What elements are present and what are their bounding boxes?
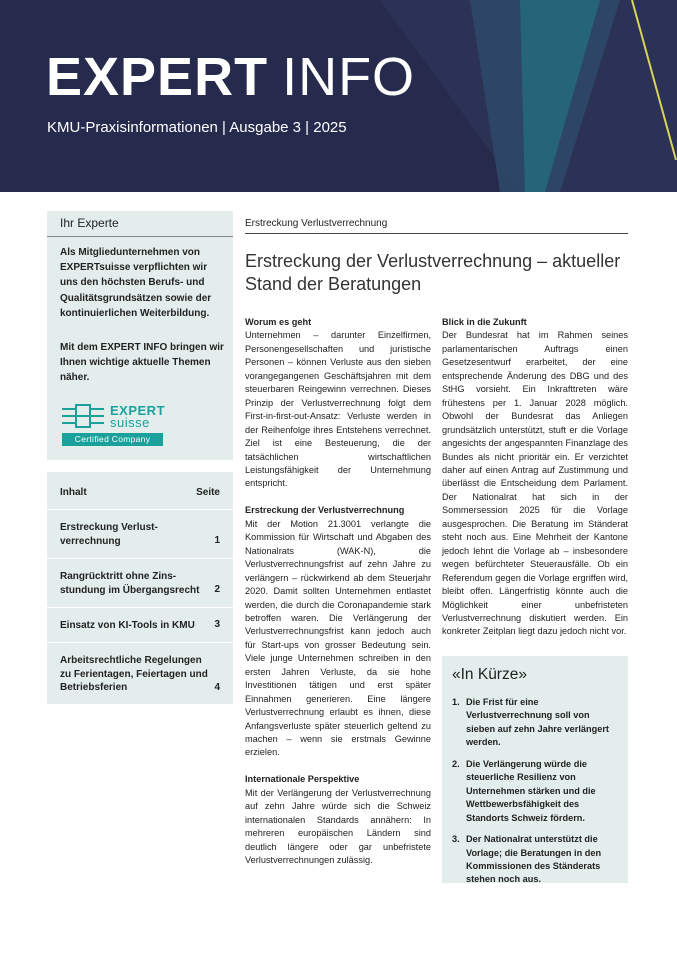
toc-divider [47, 642, 233, 643]
toc-item-page: 1 [214, 535, 220, 546]
masthead-light: INFO [282, 47, 416, 107]
toc-item[interactable]: Einsatz von KI-Tools in KMU [60, 620, 195, 631]
summary-item [452, 696, 617, 750]
logo-word-expert: EXPERT [110, 403, 166, 418]
summary-item-number: 3. [452, 834, 460, 845]
expert-box-divider [47, 236, 233, 237]
article-column-1 [245, 316, 431, 868]
summary-item-text: Die Frist für eine Verlustverrechnung soll von sieben auf zehn Jahre verlängert werden. [466, 697, 609, 748]
summary-item-text: Der Nationalrat unterstützt die Vorlage; die Beratungen in den Kommissionen des Ständerats stehen noch aus. [466, 834, 602, 885]
section-heading: Worum es geht [245, 317, 312, 327]
expert-box-text-1: Als Mitgliedunternehmen von EXPERTsuisse verpflichten wir uns den höchsten Berufs- und Qualitätsgrundsätzen sowie der kontinuierlichen Weiterbildung. [60, 247, 212, 319]
summary-item-number: 1. [452, 697, 460, 707]
section-heading: Internationale Perspektive [245, 774, 360, 785]
toc-item-page: 4 [214, 682, 220, 693]
header-banner [0, 0, 677, 192]
table-of-contents [47, 472, 233, 704]
toc-item-page: 2 [214, 584, 220, 595]
toc-item-page: 3 [214, 619, 220, 630]
summary-item [452, 758, 617, 825]
summary-list [452, 696, 617, 895]
toc-divider [47, 558, 233, 559]
article-kicker: Erstreckung Verlustverrechnung [245, 218, 388, 229]
summary-title: «In Kürze» [452, 666, 527, 683]
certified-badge: Certified Company [62, 433, 163, 446]
toc-divider [47, 509, 233, 510]
summary-item-number: 2. [452, 758, 460, 769]
expertsuisse-mark-icon [60, 403, 106, 429]
section-heading: Erstreckung der Verlustverrechnung [245, 505, 405, 516]
toc-item[interactable]: Rangrücktritt ohne Zins-stundung im Übergangsrecht [60, 571, 200, 596]
toc-divider [47, 607, 233, 608]
expert-box-text-2: Mit dem EXPERT INFO bringen wir Ihnen wichtige aktuelle Themen näher. [60, 342, 224, 384]
masthead-title [46, 47, 415, 107]
article-title: Erstreckung der Verlustverrechnung – aktueller Stand der Beratungen [245, 251, 621, 294]
summary-item-text: Die Verlängerung würde die steuerliche Resilienz von Unternehmen stärken und die Wettbewerbsfähigkeit des Standorts Schweiz fördern. [466, 758, 596, 823]
expertsuisse-logo [60, 403, 220, 449]
section-text: Mit der Motion 21.3001 verlangte die Kommission für Wirtschaft und Abgaben des Nationalrats (WAK-N), die Verlustverrechnungsfrist auf zehn Jahre zu verlängern – rückwirkend ab dem Steuerjahr 2020. Damit sollten Unternehmen entlastet werden, die durch die Coronapandemie stark betroffen waren. Die Verlängerung der Verlustverrechnungsfrist kann jedoch auch für Start-ups von grosser Bedeutung sein. Viele junge Unternehmen schreiben in den ersten Jahren Verluste, da sie hohe Investitionen tätigen und erst später Einnahmen generieren. Eine längere Verlustverrechnung erlaubt es ihnen, diese Anfangsverluste später steuerlich geltend zu machen – wenn sie erstmals Gewinne erzielen. [245, 518, 431, 758]
toc-item[interactable]: Arbeitsrechtliche Regelungen zu Ferientagen, Feiertagen und Betriebsferien [60, 655, 208, 694]
section-text: Der Bundesrat hat im Rahmen seines parlamentarischen Auftrags einen Gesetzesentwurf erarbeitet, der eine entsprechende Änderung des DBG und des StHG vorsieht. Ein Inkrafttreten wäre frühestens per 1. Januar 2028 möglich. Obwohl der Bundesrat das Anliegen grundsätzlich unterstützt, stuft er die Vorlage angesichts der angespannten Finanzlage des Bundes als nicht prioritär ein. Er verzichtet daher auf einen Antrag auf Zustimmung und überlässt die Entscheidung dem Parlament. Der Nationalrat hat sich in der Sommersession 2025 für die Vorlage ausgesprochen. Die Beratung im Ständerat steht noch aus. Eine Mehrheit der Kantone jedoch lehnt die Vorlage ab – insbesondere wegen befürchteter Steuerausfälle. Ob ein Referendum gegen die Vorlage ergriffen wird, bleibt offen. Längerfristig könnte auch die Möglichkeit einer unbefristeten Verlustverrechnung diskutiert werden. Ein konkreter Zeitplan liegt dazu jedoch nicht vor. [442, 330, 628, 637]
expert-box [47, 211, 233, 460]
toc-page-heading: Seite [196, 487, 220, 498]
summary-box [442, 656, 628, 883]
toc-heading: Inhalt [60, 487, 87, 498]
kicker-divider [245, 233, 628, 234]
expert-box-heading: Ihr Experte [60, 216, 119, 230]
masthead-bold: EXPERT [46, 47, 269, 107]
masthead-subtitle: KMU-Praxisinformationen | Ausgabe 3 | 2025 [47, 119, 347, 136]
article-column-2 [442, 316, 628, 639]
section-heading: Blick in die Zukunft [442, 317, 527, 327]
section-text: Mit der Verlängerung der Verlustverrechnung auf zehn Jahre würde sich die Schweiz internationalen Standards annähern: In mehreren europäischen Ländern sind deutlich längere oder gar unbefristete Verlustverrechnungen zulässig. [245, 787, 431, 866]
logo-word-suisse: suisse [110, 415, 150, 430]
section-text: Unternehmen – darunter Einzelfirmen, Personengesellschaften und juristische Personen – können Verluste aus den sieben vorangegangenen Geschäftsjahren mit dem steuerbaren Reingewinn verrechnen. Dieses Prinzip der Verlustverrechnung folgt dem First-in-first-out-Ansatz: Verluste werden in der Reihenfolge ihres Entstehens verrechnet. Ziel ist eine Besteuerung, die der tatsächlichen wirtschaftlichen Leistungsfähigkeit der Unternehmung entspricht. [245, 330, 431, 489]
toc-item[interactable]: Erstreckung Verlust-verrechnung [60, 522, 158, 547]
summary-item [452, 833, 617, 887]
